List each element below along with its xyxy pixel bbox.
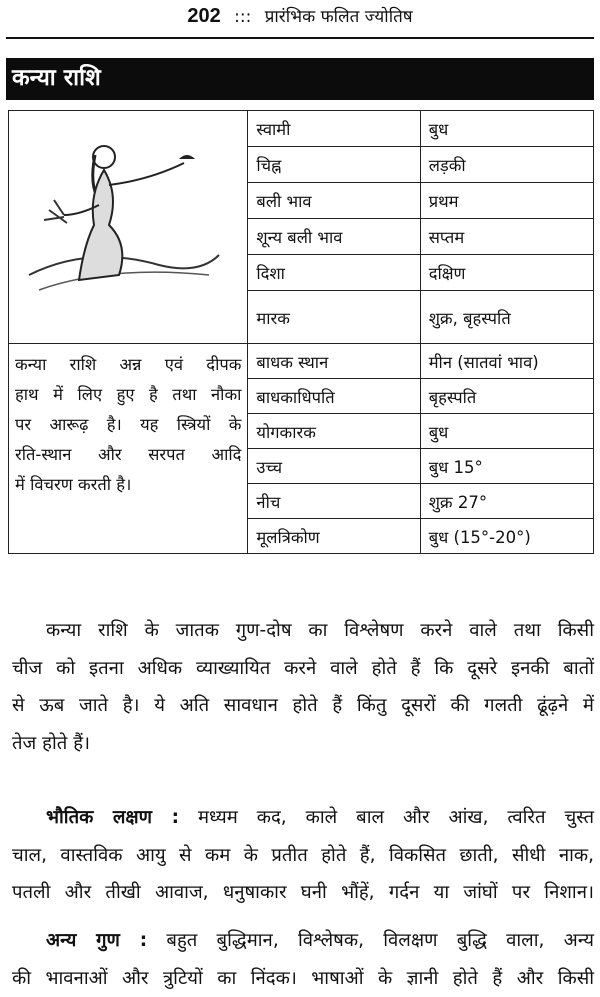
row-key: चिह्न (248, 147, 420, 183)
row-value: शुक्र, बृहस्पति (420, 291, 593, 344)
row-key: दिशा (248, 255, 420, 291)
table-row (9, 111, 594, 147)
header-rule (6, 37, 594, 39)
paragraph-line: चाल, वास्तविक आयु से कम के प्रतीत होते हैं, विकसित छाती, सीधी नाक, (12, 837, 594, 875)
row-value: बुध (15°-20°) (420, 519, 593, 554)
book-title: प्रारंभिक फलित ज्योतिष (265, 7, 413, 27)
row-key: उच्च (248, 449, 420, 484)
row-value: बुध (420, 414, 593, 449)
row-value: दक्षिण (420, 255, 593, 291)
table-row (9, 344, 594, 379)
row-value: सप्तम (420, 219, 593, 255)
rashi-description (9, 344, 248, 554)
row-key: मूलत्रिकोण (248, 519, 420, 554)
row-key: मारक (248, 291, 420, 344)
virgo-illustration (9, 111, 248, 344)
row-value: बृहस्पति (420, 379, 593, 414)
row-key: योगकारक (248, 414, 420, 449)
running-header (0, 4, 600, 28)
description-line: में विचरण करती है। (15, 470, 241, 500)
row-key: स्वामी (248, 111, 420, 147)
section-title-bar (6, 58, 594, 100)
row-value: प्रथम (420, 183, 593, 219)
page-number: 202 (187, 5, 220, 27)
row-value: बुध (420, 111, 593, 147)
paragraph-line-text: बहुत बुद्धिमान, विश्लेषक, विलक्षण बुद्धि वाला, अन्य (166, 930, 594, 951)
paragraph-lead: भौतिक लक्षण : (46, 807, 179, 828)
paragraph-line: तेज होते हैं। (12, 725, 594, 763)
description-line: कन्या राशि अन्न एवं दीपक (15, 350, 241, 380)
paragraph-line: पतली और तीखी आवाज, धनुषाकार घनी भौंहें, गर्दन या जांघों पर निशान। (12, 874, 594, 912)
header-separator: ::: (234, 7, 251, 27)
description-line: हाथ में लिए हुए है तथा नौका (15, 380, 241, 410)
paragraph-other-qualities (12, 922, 594, 997)
paragraph-line: कन्या राशि के जातक गुण-दोष का विश्लेषण करने वाले तथा किसी (12, 612, 594, 650)
row-key: बली भाव (248, 183, 420, 219)
paragraph-line: की भावनाओं और त्रुटियों का निंदक। भाषाओं के ज्ञानी होते हैं और किसी (12, 960, 594, 997)
row-value: मीन (सातवां भाव) (420, 344, 593, 379)
paragraph-lead: अन्य गुण : (46, 930, 147, 951)
description-line: पर आरूढ़ है। यह स्त्रियों के (15, 410, 241, 440)
paragraph-line (12, 799, 594, 837)
row-value: शुक्र 27° (420, 484, 593, 519)
row-key: बाधक स्थान (248, 344, 420, 379)
row-key: नीच (248, 484, 420, 519)
virgo-maiden-icon (9, 115, 235, 335)
rashi-table (8, 110, 594, 554)
row-key: शून्य बली भाव (248, 219, 420, 255)
paragraph-physical-traits (12, 799, 594, 912)
paragraph-line (12, 922, 594, 960)
paragraph-intro (12, 612, 594, 762)
paragraph-line: चीज को इतना अधिक व्याख्यायित करने वाले होते हैं कि दूसरे इनकी बातों (12, 650, 594, 688)
paragraph-line-text: मध्यम कद, काले बाल और आंख, त्वरित चुस्त (198, 807, 594, 828)
row-value: बुध 15° (420, 449, 593, 484)
row-key: बाधकाधिपति (248, 379, 420, 414)
section-title: कन्या राशि (12, 65, 101, 91)
description-line: रति-स्थान और सरपत आदि (15, 440, 241, 470)
paragraph-line: से ऊब जाते है। ये अति सावधान होते हैं किंतु दूसरों की गलती ढूंढ़ने में (12, 687, 594, 725)
row-value: लड़की (420, 147, 593, 183)
